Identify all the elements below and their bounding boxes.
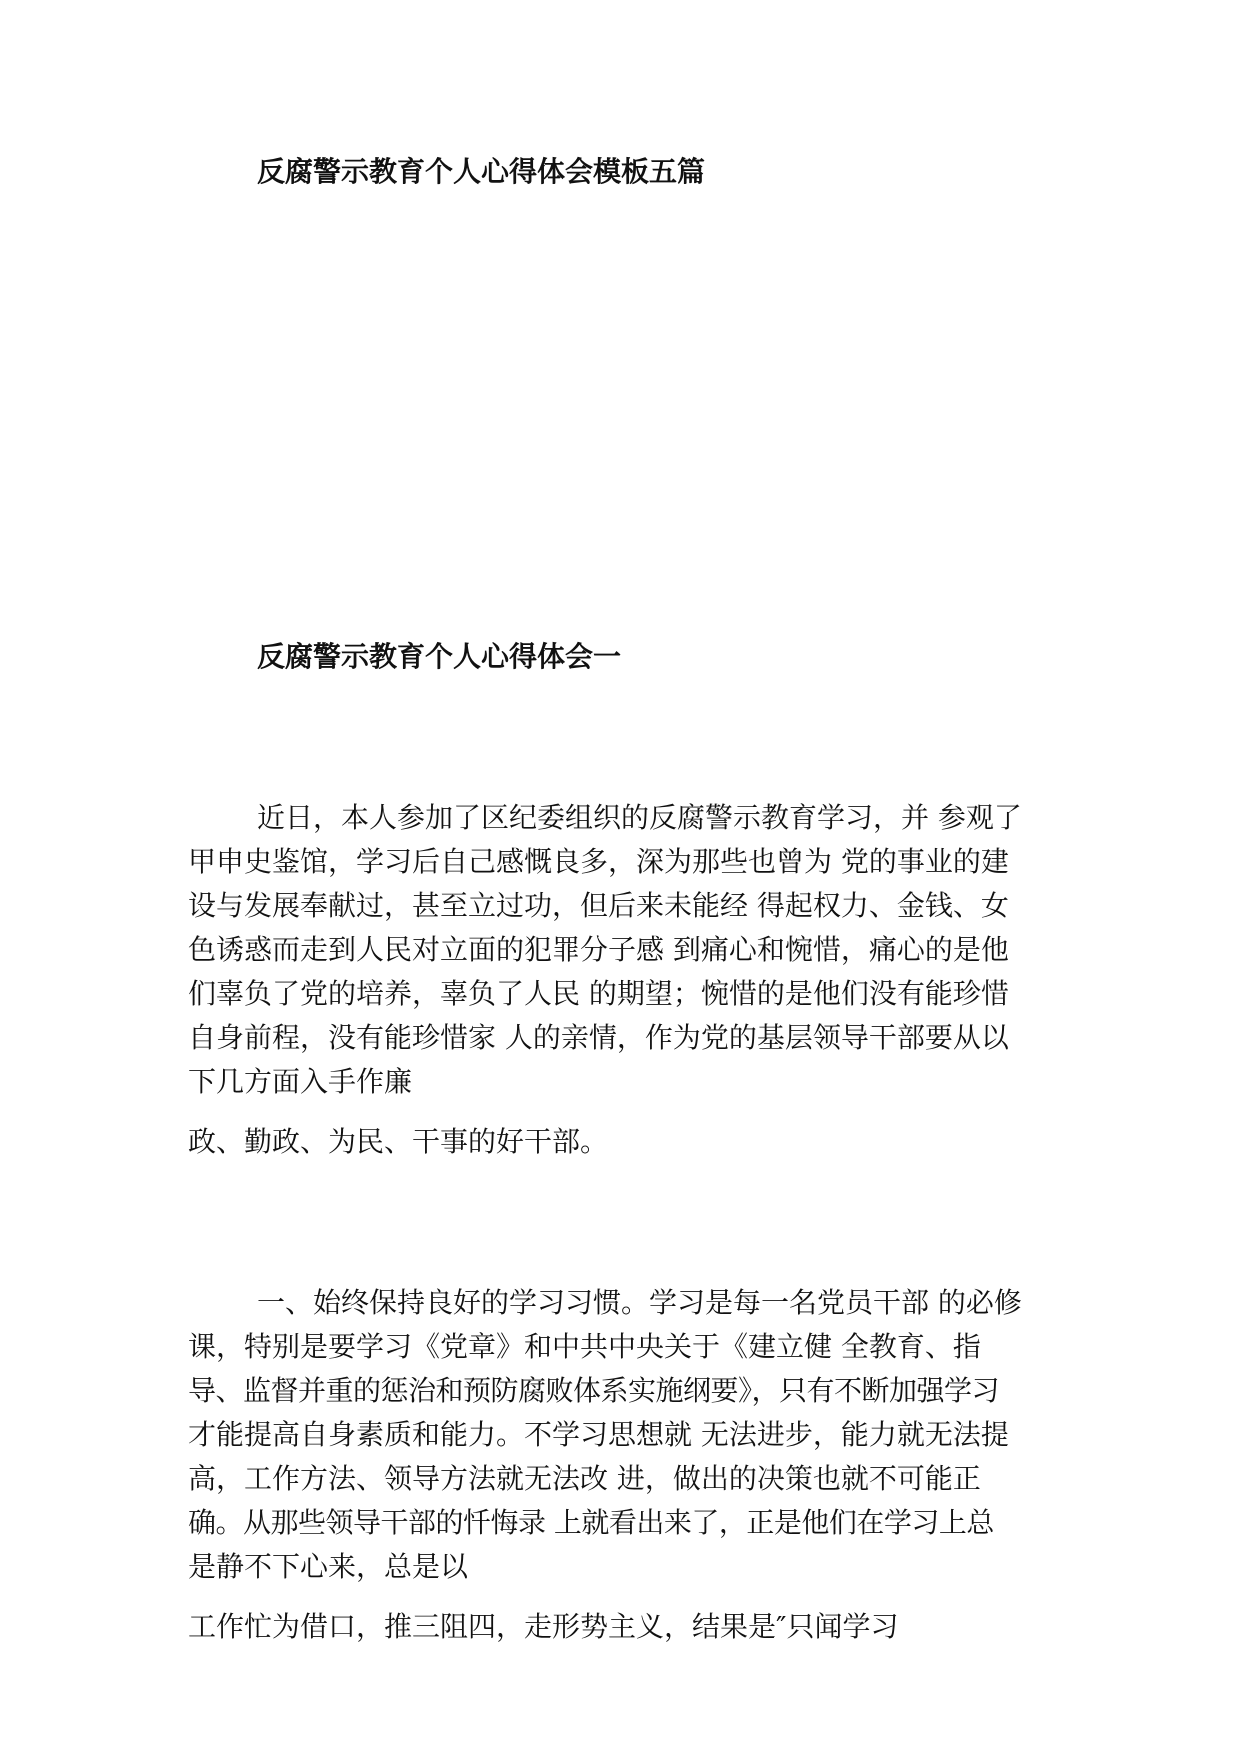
paragraph-line: 工作忙为借口，推三阻四，走形势主义，结果是″只闻学习 [188, 1610, 899, 1643]
paragraph-line: 甲申史鉴馆，学习后自己感慨良多，深为那些也曾为 党的事业的建 [188, 845, 1009, 878]
paragraph-line: 一、始终保持良好的学习习惯。学习是每一名党员干部 的必修 [257, 1286, 1022, 1319]
paragraph-line: 政、勤政、为民、干事的好干部。 [188, 1125, 609, 1158]
paragraph-line: 课，特别是要学习《党章》和中共中央关于《建立健 全教育、指 [188, 1330, 981, 1363]
paragraph-line: 近日，本人参加了区纪委组织的反腐警示教育学习，并 参观了 [257, 801, 1022, 834]
paragraph-line: 是静不下心来，总是以 [188, 1550, 469, 1583]
paragraph-line: 色诱惑而走到人民对立面的犯罪分子感 到痛心和惋惜，痛心的是他 [188, 933, 1009, 966]
paragraph-line: 自身前程，没有能珍惜家 人的亲情，作为党的基层领导干部要从以 [188, 1021, 1009, 1054]
section-heading: 反腐警示教育个人心得体会一 [257, 640, 622, 673]
paragraph-line: 导、监督并重的惩治和预防腐败体系实施纲要》，只有不断加强学习 [188, 1374, 1000, 1407]
paragraph-line: 下几方面入手作廉 [188, 1065, 413, 1098]
document-title: 反腐警示教育个人心得体会模板五篇 [257, 155, 706, 188]
paragraph-line: 确。从那些领导干部的忏悔录 上就看出来了，正是他们在学习上总 [188, 1506, 994, 1539]
paragraph-line: 设与发展奉献过，甚至立过功，但后来未能经 得起权力、金钱、女 [188, 889, 1009, 922]
paragraph-line: 们辜负了党的培养，辜负了人民 的期望；惋惜的是他们没有能珍惜 [188, 977, 1009, 1010]
paragraph-line: 才能提高自身素质和能力。不学习思想就 无法进步，能力就无法提 [188, 1418, 1009, 1451]
paragraph-line: 高，工作方法、领导方法就无法改 进，做出的决策也就不可能正 [188, 1462, 981, 1495]
